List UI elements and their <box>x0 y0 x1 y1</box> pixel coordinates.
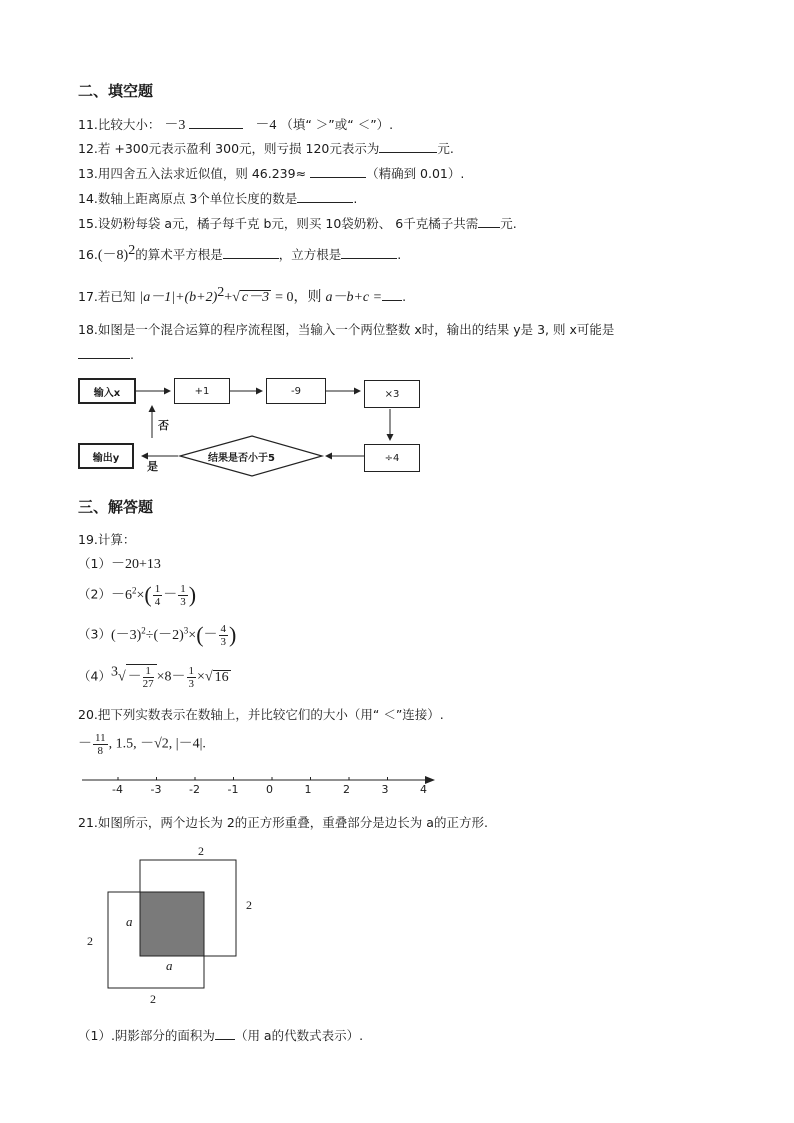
answer-blank-13[interactable] <box>310 165 366 178</box>
number-line-tick-label: -3 <box>150 783 162 796</box>
flow-divide-four-box: ÷4 <box>364 444 420 472</box>
number-line-tick-label: -1 <box>227 783 239 796</box>
question-19-part-3: $(3)(-3)^2\div(-2)^3\times(-$ $\frac{4}{3}$ ) <box>78 622 237 648</box>
shaded-overlap-square <box>140 892 204 956</box>
question-19-part-2: $(2)-6^2\times$( $\frac{1}{4}$ － $\frac{1}{3}$ ) <box>78 582 197 608</box>
question-18: 18.如图是一个混合运算的程序流程图，当输入一个两位整数 x时，输出的结果 y是 3, 则 x可能是 <box>78 322 615 337</box>
question-20-numbers: － $\frac{11}{8}$ , 1.5, －√2, |－4|. <box>78 732 206 757</box>
label-bottom-2: 2 <box>150 992 156 1006</box>
question-17: 17.若已知 $|a-1|+(b+2)^2+√$ c－3 = 0，则 a－b+c = . <box>78 285 407 306</box>
overlapping-squares-figure <box>84 842 274 1012</box>
number-line-tick-label: -2 <box>189 783 200 796</box>
question-21: 21.如图所示，两个边长为 2的正方形重叠，重叠部分是边长为 a的正方形. <box>78 815 488 830</box>
program-flowchart <box>76 372 422 480</box>
number-line-tick-label: 0 <box>266 783 273 796</box>
answer-blank-16-sqrt[interactable] <box>223 246 279 259</box>
flow-minus-nine-box: -9 <box>266 378 326 404</box>
flow-yes-label: 是 <box>147 460 158 473</box>
flow-times-three-box: ×3 <box>364 380 420 408</box>
answer-blank-12[interactable] <box>379 140 437 153</box>
number-line-tick-label: -4 <box>112 783 123 796</box>
question-14: 14.数轴上距离原点 3个单位长度的数是 . <box>78 191 358 206</box>
label-a-side: a <box>126 914 133 929</box>
answer-blank-11[interactable] <box>189 116 243 129</box>
question-16: $16.(-8)^2$的算术平方根是 ，立方根是 . <box>78 243 402 264</box>
question-13: 13.用四舍五入法求近似值，则 46.239≈ （精确到 0.01）. <box>78 166 465 181</box>
question-18-blank-line: . <box>78 346 134 362</box>
flow-decision-label: 结果是否小于5 <box>208 453 275 464</box>
label-a-bottom: a <box>166 958 173 973</box>
question-21-part-1: （1）.阴影部分的面积为 （用 a的代数式表示）. <box>78 1028 364 1043</box>
answer-blank-15[interactable] <box>478 215 500 228</box>
label-top-2: 2 <box>198 844 204 858</box>
question-20: 20.把下列实数表示在数轴上，并比较它们的大小（用“ ＜”连接）. <box>78 707 444 722</box>
number-line-tick-label: 2 <box>343 783 350 796</box>
label-right-2: 2 <box>246 898 252 912</box>
number-line-tick-label: 1 <box>304 783 312 796</box>
answer-blank-18[interactable] <box>78 346 130 359</box>
number-line-tick-label: 3 <box>381 783 389 796</box>
flow-output-box: 输出y <box>78 443 134 469</box>
number-line-tick-label: 4 <box>420 783 427 796</box>
flow-no-label: 否 <box>158 419 169 432</box>
answer-blank-17[interactable] <box>382 288 402 301</box>
section-title-solve: 三、解答题 <box>78 498 154 516</box>
answer-blank-16-cbrt[interactable] <box>341 246 397 259</box>
section-title-fill-blank: 二、填空题 <box>78 82 154 100</box>
question-12: 12.若 +300元表示盈利 300元，则亏损 120元表示为 元. <box>78 141 454 156</box>
flow-plus-one-box: +1 <box>174 378 230 404</box>
label-left-2: 2 <box>87 934 93 948</box>
question-19-part-4: $(4)^3√$ － $\frac{1}{27}$ ×8－ $\frac{1}{3}$ ×√ 16 <box>78 664 229 690</box>
question-11: 11.比较大小： －3 －4 （填“ ＞”或“ ＜”）. <box>78 117 394 133</box>
question-15: 15.设奶粉每袋 a元，橘子每千克 b元，则买 10袋奶粉、 6千克橘子共需 元. <box>78 216 517 231</box>
question-19-part-1: （1）－20+13 <box>78 556 161 572</box>
question-19-title: 19.计算： <box>78 532 136 547</box>
number-line <box>80 772 440 798</box>
answer-blank-21-1[interactable] <box>215 1027 235 1040</box>
answer-blank-14[interactable] <box>297 190 353 203</box>
flow-input-box: 输入x <box>78 378 136 404</box>
